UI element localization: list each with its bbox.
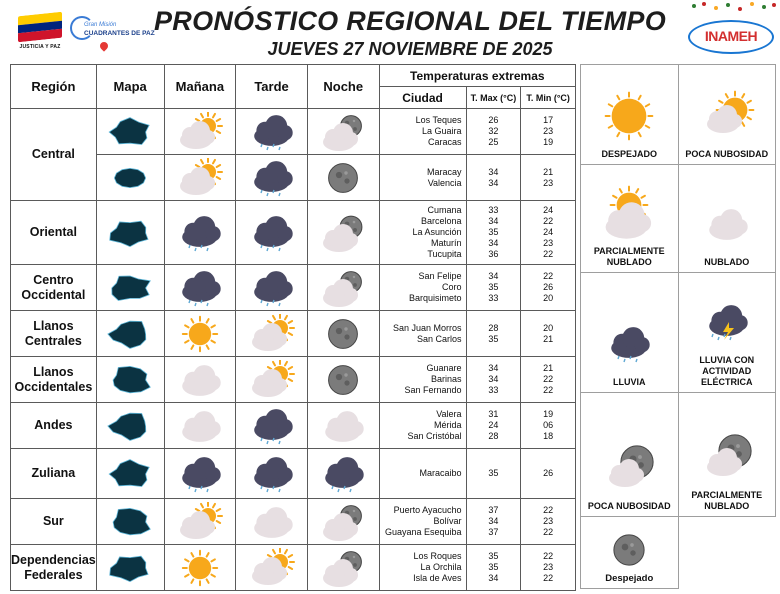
tmax-value: 35 bbox=[488, 227, 499, 237]
tmin-value: 19 bbox=[543, 137, 554, 147]
tmin-value: 22 bbox=[543, 374, 554, 384]
region-name: Andes bbox=[11, 403, 97, 449]
table-row bbox=[11, 403, 576, 449]
night-weather-icon bbox=[307, 109, 379, 155]
morning-weather-icon bbox=[164, 403, 236, 449]
afternoon-weather-icon bbox=[236, 545, 308, 591]
morning-weather-icon bbox=[164, 311, 236, 357]
city-name: Cumana bbox=[427, 205, 462, 215]
tmin-cell bbox=[521, 545, 576, 591]
tmin-cell bbox=[521, 311, 576, 357]
tmin-value: 23 bbox=[543, 562, 554, 572]
table-row bbox=[11, 265, 576, 311]
logo-cp-big: CUADRANTES DE PAZ bbox=[84, 30, 155, 37]
city-name: Guayana Esequiba bbox=[384, 527, 462, 537]
legend-item bbox=[581, 517, 679, 589]
tmax-value: 24 bbox=[488, 420, 499, 430]
tmax-cell bbox=[466, 109, 521, 155]
city-name: San Juan Morros bbox=[393, 322, 462, 333]
night-weather-icon bbox=[307, 357, 379, 403]
night-weather-icon bbox=[307, 265, 379, 311]
legend-label: Despejado bbox=[605, 573, 654, 584]
legend-item bbox=[678, 165, 776, 273]
tmax-value: 37 bbox=[488, 527, 499, 537]
tmin-value: 20 bbox=[543, 322, 554, 333]
city-name: San Fernando bbox=[404, 385, 462, 395]
region-map bbox=[96, 109, 164, 155]
city-cell bbox=[379, 545, 466, 591]
city-name: Maracay bbox=[427, 166, 462, 177]
table-row bbox=[11, 499, 576, 545]
region-map bbox=[96, 155, 164, 201]
region-map bbox=[96, 311, 164, 357]
city-cell bbox=[379, 265, 466, 311]
night-weather-icon bbox=[307, 403, 379, 449]
night-weather-icon bbox=[307, 545, 379, 591]
tmax-cell bbox=[466, 155, 521, 201]
tmin-value: 23 bbox=[543, 126, 554, 136]
tmin-value: 24 bbox=[543, 205, 554, 215]
legend-label: POCA NUBOSIDAD bbox=[685, 149, 769, 159]
header-map: Mapa bbox=[96, 65, 164, 109]
legend-item bbox=[581, 165, 679, 273]
region-name: Sur bbox=[11, 499, 97, 545]
city-name: Guanare bbox=[426, 363, 462, 373]
table-row bbox=[11, 311, 576, 357]
tmax-value: 28 bbox=[488, 322, 499, 333]
legend-label: NUBLADO bbox=[704, 257, 750, 267]
legend-item bbox=[678, 393, 776, 517]
legend-item bbox=[678, 65, 776, 165]
region-map bbox=[96, 545, 164, 591]
tmax-value: 35 bbox=[488, 333, 499, 344]
region-map bbox=[96, 357, 164, 403]
tmax-value: 33 bbox=[488, 385, 499, 395]
tmin-value: 21 bbox=[543, 166, 554, 177]
afternoon-weather-icon bbox=[236, 155, 308, 201]
city-cell bbox=[379, 403, 466, 449]
tmin-cell bbox=[521, 449, 576, 499]
city-name: La Orchila bbox=[420, 562, 462, 572]
tmax-value: 28 bbox=[488, 431, 499, 441]
city-name: San Felipe bbox=[418, 271, 462, 281]
tmax-value: 33 bbox=[488, 205, 499, 215]
city-name: Barinas bbox=[431, 374, 462, 384]
region-name: Central bbox=[11, 109, 97, 201]
city-name: Tucupita bbox=[427, 249, 462, 259]
tmin-value: 23 bbox=[543, 177, 554, 188]
tmax-value: 35 bbox=[488, 282, 499, 292]
table-row bbox=[11, 109, 576, 155]
afternoon-weather-icon bbox=[236, 311, 308, 357]
region-map bbox=[96, 265, 164, 311]
tmin-value: 21 bbox=[543, 363, 554, 373]
tmin-value: 22 bbox=[543, 527, 554, 537]
night-weather-icon bbox=[307, 449, 379, 499]
region-name: Oriental bbox=[11, 201, 97, 265]
tmax-value: 36 bbox=[488, 249, 499, 259]
tmin-cell bbox=[521, 403, 576, 449]
page-title: PRONÓSTICO REGIONAL DEL TIEMPO bbox=[153, 6, 667, 36]
city-name: Puerto Ayacucho bbox=[393, 505, 462, 515]
inameh-logo-text: INAMEH bbox=[704, 28, 758, 44]
tmin-value: 26 bbox=[543, 282, 554, 292]
city-cell bbox=[379, 155, 466, 201]
morning-weather-icon bbox=[164, 357, 236, 403]
legend-item bbox=[581, 393, 679, 517]
tmin-value: 20 bbox=[543, 293, 554, 303]
morning-weather-icon bbox=[164, 155, 236, 201]
legend-label: LLUVIA CON ACTIVIDAD ELÉCTRICA bbox=[699, 355, 755, 387]
tmin-cell bbox=[521, 155, 576, 201]
afternoon-weather-icon bbox=[236, 201, 308, 265]
night-weather-icon bbox=[307, 311, 379, 357]
morning-weather-icon bbox=[164, 499, 236, 545]
morning-weather-icon bbox=[164, 545, 236, 591]
city-name: Maturín bbox=[431, 238, 462, 248]
header-tmax: T. Max (°C) bbox=[466, 87, 521, 109]
city-cell bbox=[379, 449, 466, 499]
city-name: San Carlos bbox=[417, 333, 462, 344]
afternoon-weather-icon bbox=[236, 403, 308, 449]
tmax-value: 34 bbox=[488, 363, 499, 373]
tmax-value: 34 bbox=[488, 374, 499, 384]
tmin-cell bbox=[521, 499, 576, 545]
city-name: La Asunción bbox=[412, 227, 462, 237]
tmin-cell bbox=[521, 357, 576, 403]
tmin-value: 26 bbox=[543, 468, 554, 478]
tmin-value: 17 bbox=[543, 115, 554, 125]
header-tmin: T. Min (°C) bbox=[521, 87, 576, 109]
legend-table bbox=[580, 64, 776, 589]
morning-weather-icon bbox=[164, 109, 236, 155]
tmin-value: 06 bbox=[543, 420, 554, 430]
tmax-cell bbox=[466, 357, 521, 403]
tmin-value: 22 bbox=[543, 551, 554, 561]
header-night: Noche bbox=[307, 65, 379, 109]
region-name: Llanos Occidentales bbox=[11, 357, 97, 403]
city-name: San Cristóbal bbox=[407, 431, 462, 441]
tmin-value: 22 bbox=[543, 249, 554, 259]
tmin-value: 21 bbox=[543, 333, 554, 344]
tmax-value: 33 bbox=[488, 293, 499, 303]
legend-label: POCA NUBOSIDAD bbox=[587, 501, 671, 511]
region-map bbox=[96, 449, 164, 499]
city-name: La Guaira bbox=[422, 126, 462, 136]
header-region: Región bbox=[11, 65, 97, 109]
tmax-value: 35 bbox=[488, 468, 499, 478]
city-name: Maracaibo bbox=[419, 468, 462, 478]
region-map bbox=[96, 499, 164, 545]
afternoon-weather-icon bbox=[236, 449, 308, 499]
tmin-value: 22 bbox=[543, 385, 554, 395]
afternoon-weather-icon bbox=[236, 499, 308, 545]
tmax-cell bbox=[466, 265, 521, 311]
tmax-value: 31 bbox=[488, 409, 499, 419]
legend-label: PARCIALMENTE NUBLADO bbox=[593, 246, 665, 267]
forecast-table bbox=[10, 64, 576, 591]
tmax-value: 34 bbox=[488, 216, 499, 226]
header-temps: Temperaturas extremas bbox=[379, 65, 575, 87]
tmin-value: 23 bbox=[543, 516, 554, 526]
page-date: JUEVES 27 NOVIEMBRE DE 2025 bbox=[267, 39, 553, 59]
region-name: Llanos Centrales bbox=[11, 311, 97, 357]
region-name: Dependencias Federales bbox=[11, 545, 97, 591]
tmax-cell bbox=[466, 449, 521, 499]
tmax-value: 34 bbox=[488, 271, 499, 281]
region-map bbox=[96, 201, 164, 265]
region-name: Zuliana bbox=[11, 449, 97, 499]
tmin-cell bbox=[521, 265, 576, 311]
table-row bbox=[11, 201, 576, 265]
tmin-value: 19 bbox=[543, 409, 554, 419]
legend-label: PARCIALMENTE NUBLADO bbox=[691, 490, 763, 511]
venezuela-flag-logo bbox=[18, 14, 62, 54]
tmin-value: 23 bbox=[543, 238, 554, 248]
inameh-logo bbox=[688, 20, 774, 58]
header-morning: Mañana bbox=[164, 65, 236, 109]
tmin-value: 22 bbox=[543, 573, 554, 583]
morning-weather-icon bbox=[164, 265, 236, 311]
tmax-value: 35 bbox=[488, 562, 499, 572]
city-cell bbox=[379, 499, 466, 545]
legend-item bbox=[581, 273, 679, 393]
legend-label: LLUVIA bbox=[613, 377, 646, 387]
tmin-value: 24 bbox=[543, 227, 554, 237]
tmax-value: 34 bbox=[488, 166, 499, 177]
afternoon-weather-icon bbox=[236, 109, 308, 155]
tmax-value: 26 bbox=[488, 115, 499, 125]
city-name: Los Roques bbox=[413, 551, 462, 561]
morning-weather-icon bbox=[164, 449, 236, 499]
tmin-value: 22 bbox=[543, 271, 554, 281]
city-cell bbox=[379, 357, 466, 403]
header-afternoon: Tarde bbox=[236, 65, 308, 109]
region-map bbox=[96, 403, 164, 449]
city-cell bbox=[379, 201, 466, 265]
tmax-cell bbox=[466, 403, 521, 449]
city-name: Los Teques bbox=[415, 115, 462, 125]
tmax-cell bbox=[466, 499, 521, 545]
tmin-value: 22 bbox=[543, 505, 554, 515]
tmax-value: 34 bbox=[488, 573, 499, 583]
night-weather-icon bbox=[307, 201, 379, 265]
city-name: Valera bbox=[436, 409, 462, 419]
table-row bbox=[11, 449, 576, 499]
morning-weather-icon bbox=[164, 201, 236, 265]
city-name: Bolívar bbox=[433, 516, 462, 526]
city-cell bbox=[379, 311, 466, 357]
tmax-cell bbox=[466, 311, 521, 357]
legend-item bbox=[678, 273, 776, 393]
region-name: Centro Occidental bbox=[11, 265, 97, 311]
night-weather-icon bbox=[307, 155, 379, 201]
tmax-value: 34 bbox=[488, 177, 499, 188]
legend-label: DESPEJADO bbox=[601, 149, 658, 159]
christmas-decoration bbox=[686, 0, 780, 22]
city-name: Mérida bbox=[434, 420, 462, 430]
tmax-value: 32 bbox=[488, 126, 499, 136]
tmax-value: 34 bbox=[488, 238, 499, 248]
tmin-value: 22 bbox=[543, 216, 554, 226]
night-weather-icon bbox=[307, 499, 379, 545]
table-row bbox=[11, 357, 576, 403]
header bbox=[0, 0, 780, 62]
city-name: Isla de Aves bbox=[413, 573, 462, 583]
tmin-cell bbox=[521, 201, 576, 265]
tmax-cell bbox=[466, 545, 521, 591]
city-name: Barquisimeto bbox=[409, 293, 462, 303]
tmax-value: 35 bbox=[488, 551, 499, 561]
legend-item bbox=[581, 65, 679, 165]
header-city: Ciudad bbox=[379, 87, 466, 109]
tmax-value: 37 bbox=[488, 505, 499, 515]
tmin-value: 18 bbox=[543, 431, 554, 441]
tmin-cell bbox=[521, 109, 576, 155]
city-name: Valencia bbox=[427, 177, 462, 188]
logo-left-caption: JUSTICIA Y PAZ bbox=[19, 44, 61, 50]
city-name: Barcelona bbox=[421, 216, 462, 226]
logo-cp-small: Gran Misión bbox=[84, 22, 117, 28]
table-row bbox=[11, 545, 576, 591]
tmax-cell bbox=[466, 201, 521, 265]
city-name: Caracas bbox=[428, 137, 462, 147]
city-cell bbox=[379, 109, 466, 155]
cuadrantes-de-paz-logo bbox=[70, 14, 155, 50]
city-name: Coro bbox=[442, 282, 462, 292]
afternoon-weather-icon bbox=[236, 265, 308, 311]
tmax-value: 25 bbox=[488, 137, 499, 147]
afternoon-weather-icon bbox=[236, 357, 308, 403]
tmax-value: 34 bbox=[488, 516, 499, 526]
